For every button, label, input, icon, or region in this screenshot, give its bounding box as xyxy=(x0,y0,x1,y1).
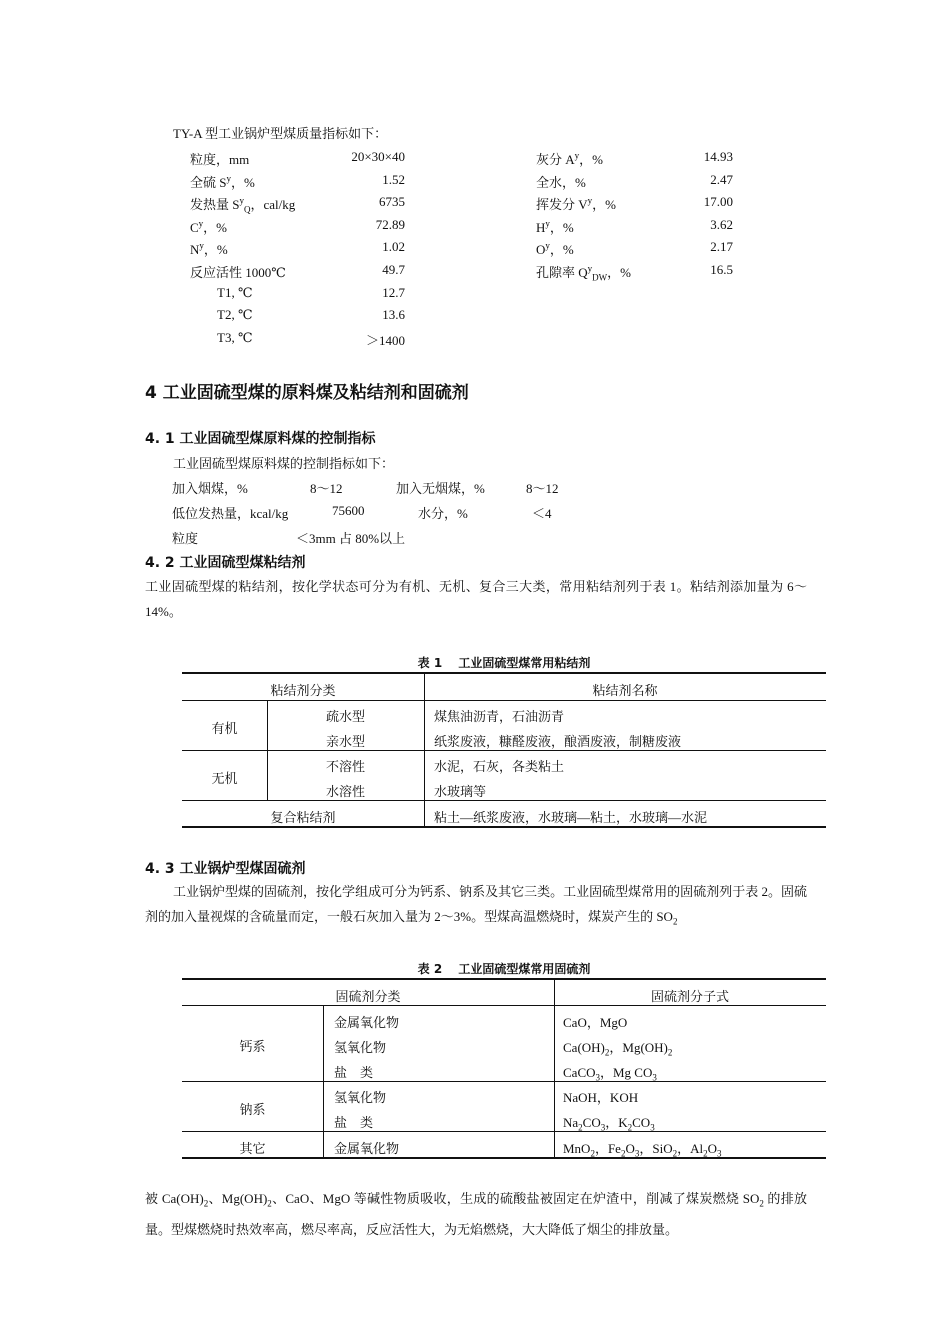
spec-value: 16.5 xyxy=(710,262,733,277)
table-rule xyxy=(182,1131,826,1132)
table-cell: $Ca(OH)_2$，$Mg(OH)_2$ xyxy=(563,1040,673,1058)
s41-item-value: 75600 xyxy=(332,503,365,518)
s41-item-value: ＜3mm 占 80%以上 xyxy=(296,531,406,546)
table-sub-label: 不溶性 xyxy=(325,759,365,774)
table-rule xyxy=(182,826,826,828)
section-4-1-title: 4. 1 工业固硫型煤原料煤的控制指标 xyxy=(145,431,376,447)
s41-item-label: 加入烟煤，% xyxy=(172,481,248,496)
table-header: 固硫剂分类 xyxy=(335,989,401,1004)
spec-label: $O^y$，% xyxy=(536,241,574,258)
spec-label: 全水，% xyxy=(536,174,586,190)
table-rule xyxy=(182,1005,826,1006)
table-header: 粘结剂名称 xyxy=(592,683,658,698)
table-rule xyxy=(554,979,555,1158)
spec-value: 1.52 xyxy=(382,171,405,187)
s41-item-value: ＜4 xyxy=(532,506,552,521)
table-cell: $Na_2CO_3$，$K_2CO_3$ xyxy=(563,1115,655,1133)
table-cell: 煤焦油沥青，石油沥青 xyxy=(434,709,565,724)
spec-label: 挥发分 $V^y$，% xyxy=(536,195,616,213)
table-cell: NaOH，KOH xyxy=(563,1090,639,1105)
spec-label: T1, ℃ xyxy=(217,284,253,300)
spec-label: T2, ℃ xyxy=(217,307,253,323)
table-group-label: 有机 xyxy=(211,721,238,736)
section-4-2-paragraph: 工业固硫型煤的粘结剂，按化学状态可分为有机、无机、复合三大类，常用粘结剂列于表 1。粘结剂添加量为 6～14%。 xyxy=(145,579,807,619)
table-header: 粘结剂分类 xyxy=(270,683,336,698)
spec-value: 6735 xyxy=(379,194,405,210)
spec-value: 13.6 xyxy=(382,307,405,323)
section-4-2-title: 4. 2 工业固硫型煤粘结剂 xyxy=(145,555,306,571)
table-sub-label: 金属氧化物 xyxy=(334,1141,400,1156)
spec-value: 12.7 xyxy=(382,284,405,300)
spec-label: $H^y$，% xyxy=(536,218,574,235)
spec-label: 全硫 $S^y$，% xyxy=(190,173,255,190)
spec-label: 粒度，mm xyxy=(190,152,250,167)
table-group-label: 复合粘结剂 xyxy=(270,810,336,825)
section-4-3-paragraph: 工业锅炉型煤的固硫剂，按化学组成可分为钙系、钠系及其它三类。工业固硫型煤常用的固硫剂列于表 2。固硫剂的加入量视煤的含硫量而定，一般石灰加入量为 2～3%。型煤高温燃烧时，煤炭产生的 $SO_2$ xyxy=(145,884,807,927)
spec-value: 3.62 xyxy=(710,216,733,232)
s41-item-label: 加入无烟煤，% xyxy=(396,481,485,496)
spec-value: 49.7 xyxy=(382,262,405,277)
table-group-label: 其它 xyxy=(239,1141,266,1156)
spec-label: 灰分 $A^y$，% xyxy=(536,150,603,167)
table-sub-label: 盐 类 xyxy=(334,1115,374,1130)
table-header: 固硫剂分子式 xyxy=(650,989,729,1004)
spec-label: $N^y$，% xyxy=(190,241,228,258)
table-group-label: 钙系 xyxy=(239,1039,266,1054)
table-cell: 纸浆废液，糠醛废液，酿酒废液，制糖废液 xyxy=(434,734,682,749)
section-4-1-intro: 工业固硫型煤原料煤的控制指标如下： xyxy=(173,456,395,471)
table-sub-label: 盐 类 xyxy=(334,1065,374,1080)
table-group-label: 无机 xyxy=(211,771,238,786)
spec-label: 反应活性 1000℃ xyxy=(190,265,286,280)
spec-value: 14.93 xyxy=(703,149,733,164)
table-sub-label: 疏水型 xyxy=(325,709,365,724)
intro-text: TY-A 型工业锅炉型煤质量指标如下： xyxy=(173,126,388,141)
spec-value: 20×30×40 xyxy=(351,149,405,164)
table-sub-label: 水溶性 xyxy=(325,784,365,799)
s41-item-label: 水分，% xyxy=(418,506,468,521)
section-4-3-title: 4. 3 工业锅炉型煤固硫剂 xyxy=(145,861,306,877)
table-cell: MnO$_2$，$Fe_2O_3$，SiO$_2$，$Al_2O_3$ xyxy=(563,1141,722,1159)
table-rule xyxy=(182,672,826,674)
table-sub-label: 氢氧化物 xyxy=(334,1040,387,1055)
s41-item-label: 粒度 xyxy=(172,531,199,546)
spec-value: 17.00 xyxy=(703,194,733,210)
table-rule xyxy=(182,800,826,801)
final-paragraph: 被 $Ca(OH)_2$、$Mg(OH)_2$、CaO、MgO 等碱性物质吸收，生成的硫酸盐被固定在炉渣中，削减了煤炭燃烧 $SO_2$ 的排放量。型煤燃烧时热效率高，燃尽率高，反应活性大，为无焰燃烧，大大降低了烟尘的排放量。 xyxy=(145,1191,807,1237)
spec-label: 孔隙率 $Q^y_{DW}$，% xyxy=(536,263,631,283)
s41-item-value: 8～12 xyxy=(526,481,559,496)
spec-value: ＞1400 xyxy=(365,332,405,348)
table-sub-label: 氢氧化物 xyxy=(334,1090,387,1105)
table-1-caption: 表 1 工业固硫型煤常用粘结剂 xyxy=(417,656,591,670)
table-sub-label: 金属氧化物 xyxy=(334,1015,400,1030)
table-rule xyxy=(182,700,826,701)
table-rule xyxy=(182,1157,826,1159)
table-cell: CaCO$_3$，Mg $CO_3$ xyxy=(563,1065,657,1083)
table-rule xyxy=(182,978,826,980)
table-cell: 粘土—纸浆废液，水玻璃—粘土，水玻璃—水泥 xyxy=(434,810,708,825)
s41-item-label: 低位发热量，kcal/kg xyxy=(172,506,289,521)
table-cell: CaO，MgO xyxy=(563,1015,628,1030)
table-2-caption: 表 2 工业固硫型煤常用固硫剂 xyxy=(417,962,591,976)
table-sub-label: 亲水型 xyxy=(325,734,365,749)
spec-value: 72.89 xyxy=(375,216,405,232)
table-group-label: 钠系 xyxy=(239,1102,266,1117)
spec-label: $C^y$，% xyxy=(190,218,228,235)
s41-item-value: 8～12 xyxy=(310,481,343,496)
spec-value: 2.47 xyxy=(710,171,733,187)
table-cell: 水泥，石灰，各类粘土 xyxy=(434,759,565,774)
spec-value: 2.17 xyxy=(710,239,733,255)
table-cell: 水玻璃等 xyxy=(434,784,487,799)
table-rule xyxy=(182,1081,826,1082)
spec-label: 发热量 $S^y_Q$，cal/kg xyxy=(190,195,296,215)
section-4-title: 4 工业固硫型煤的原料煤及粘结剂和固硫剂 xyxy=(145,383,469,403)
spec-value: 1.02 xyxy=(382,239,405,255)
spec-label: T3, ℃ xyxy=(217,329,253,345)
table-rule xyxy=(182,750,826,751)
table-rule xyxy=(323,1006,324,1158)
